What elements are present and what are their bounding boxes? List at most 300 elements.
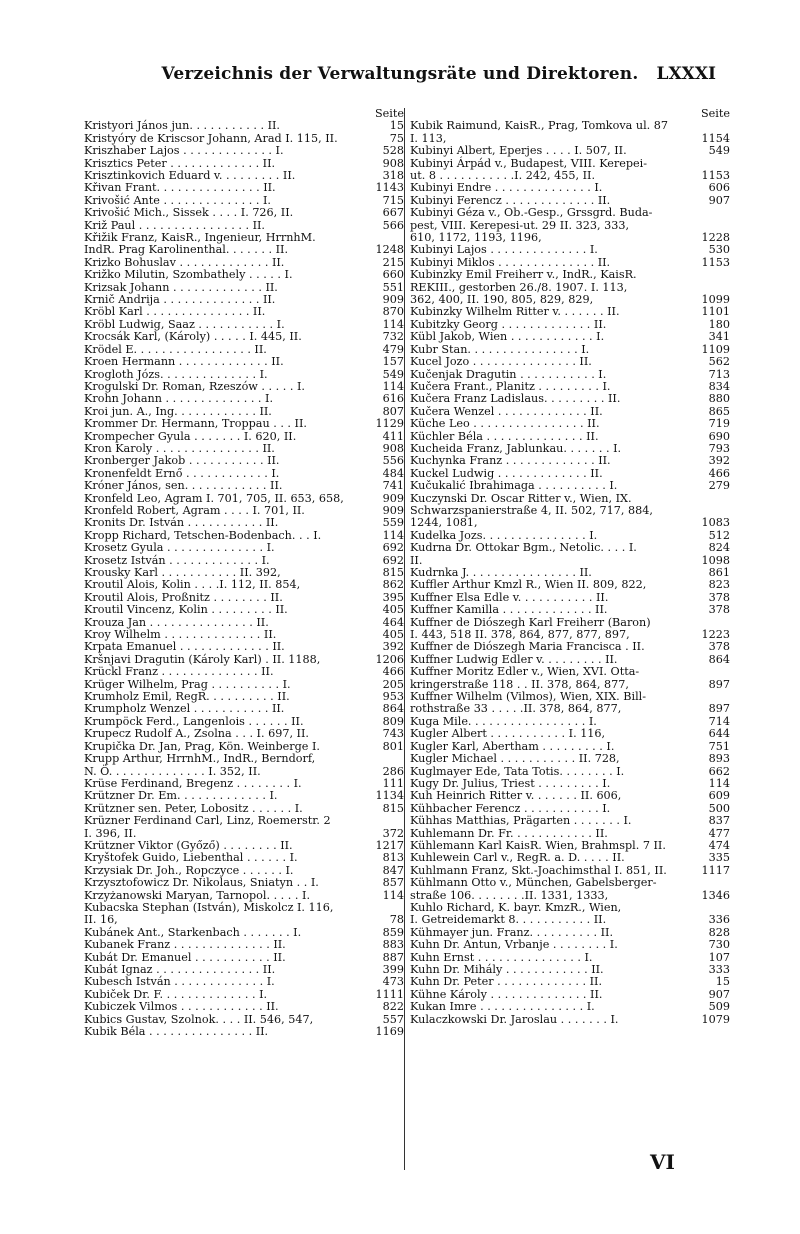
entry-name: Kühlemann Karl KaisR. Wien, Brahmspl. 7 II. bbox=[410, 838, 666, 852]
entry-page: 466 bbox=[382, 665, 404, 679]
entry-name: Kuczynski Dr. Oscar Ritter v., Wien, IX. Schwarzspanierstraße 4, II. 502, 717, 884, 1244, 1081, bbox=[410, 491, 653, 530]
entry-page: 556 bbox=[382, 454, 404, 468]
index-entry bbox=[410, 1014, 730, 1026]
entry-page: 1228 bbox=[701, 231, 730, 245]
entry-page: 719 bbox=[708, 417, 730, 431]
entry-page: 907 bbox=[708, 987, 730, 1001]
entry-name: Kühne Károly . . . . . . . . . . . . . . II. bbox=[410, 987, 603, 1001]
entry-name: Krüzner Ferdinand Carl, Linz, Roemerstr. 2 I. 396, II. bbox=[84, 814, 331, 840]
entry-page: 732 bbox=[382, 330, 404, 344]
entry-page: 557 bbox=[382, 1012, 404, 1026]
entry-page: 484 bbox=[382, 466, 404, 480]
entry-name: Krumholz Emil, RegR. . . . . . . . . . II. bbox=[84, 690, 290, 704]
entry-page: 114 bbox=[382, 379, 404, 393]
index-entry bbox=[84, 604, 404, 616]
entry-page: 180 bbox=[708, 317, 730, 331]
index-entry bbox=[410, 331, 730, 343]
entry-name: Kudelka Jozs. . . . . . . . . . . . . . . I. bbox=[410, 528, 598, 542]
entry-page: 847 bbox=[382, 863, 404, 877]
entry-name: Krzysztofowicz Dr. Nikolaus, Sniatyn . . I. bbox=[84, 876, 319, 890]
index-entry bbox=[410, 815, 730, 827]
index-entry bbox=[410, 728, 730, 740]
entry-name: Kristyóry de Kriscsor Johann, Arad I. 115, II. bbox=[84, 131, 338, 145]
entry-page: 880 bbox=[708, 392, 730, 406]
entry-page: 809 bbox=[382, 714, 404, 728]
index-entry bbox=[410, 182, 730, 194]
entry-name: Kuffner Kamilla . . . . . . . . . . . . . II. bbox=[410, 603, 608, 617]
entry-page: 644 bbox=[708, 727, 730, 741]
entry-page: 909 bbox=[382, 503, 404, 517]
entry-name: Krupp Arthur, HrrnhM., IndR., Berndorf, N. Ö. . . . . . . . . . . . . . I. 352, II. bbox=[84, 752, 316, 778]
entry-page: 828 bbox=[708, 925, 730, 939]
entry-name: Krüger Wilhelm, Prag . . . . . . . . . . I. bbox=[84, 677, 291, 691]
left-column bbox=[84, 108, 404, 1038]
index-entry bbox=[84, 145, 404, 157]
entry-page: 111 bbox=[382, 776, 404, 790]
entry-name: Krousky Karl . . . . . . . . . . . II. 392, bbox=[84, 566, 281, 580]
index-entry bbox=[84, 393, 404, 405]
index-entry bbox=[84, 641, 404, 653]
index-entry bbox=[410, 604, 730, 616]
entry-page: 551 bbox=[382, 280, 404, 294]
index-entry bbox=[84, 182, 404, 194]
entry-page: 395 bbox=[382, 590, 404, 604]
index-entry bbox=[84, 902, 404, 927]
entry-name: Krisztics Peter . . . . . . . . . . . . . II. bbox=[84, 156, 276, 170]
entry-name: Kubitzky Georg . . . . . . . . . . . . . II. bbox=[410, 317, 607, 331]
entry-name: Kron Karoly . . . . . . . . . . . . . . . II. bbox=[84, 441, 275, 455]
entry-name: Kubacska Stephan (István), Miskolcz I. 116, II. 16, bbox=[84, 900, 334, 927]
entry-name: Krumpöck Ferd., Langenlois . . . . . . II. bbox=[84, 714, 304, 728]
entry-page: 399 bbox=[382, 963, 404, 977]
entry-name: Kubinyi Árpád v., Budapest, VIII. Kerepei- ut. 8 . . . . . . . . . . .I. 242, 455, II. bbox=[410, 156, 647, 183]
entry-name: Kuhn Dr. Antun, Vrbanje . . . . . . . . I. bbox=[410, 938, 618, 952]
entry-page: 1154 bbox=[701, 131, 730, 145]
index-entry bbox=[410, 666, 730, 691]
entry-name: Kübl Jakob, Wien . . . . . . . . . . . . I. bbox=[410, 330, 605, 344]
entry-name: Kulaczkowski Dr. Jaroslau . . . . . . . I. bbox=[410, 1012, 619, 1026]
index-entry bbox=[410, 356, 730, 368]
entry-page: 660 bbox=[382, 268, 404, 282]
entry-page: 692 bbox=[382, 553, 404, 567]
entry-page: 1134 bbox=[375, 789, 404, 803]
entry-name: Kronenfeldt Ernő . . . . . . . . . . . . I. bbox=[84, 466, 280, 480]
entry-page: 286 bbox=[382, 764, 404, 778]
index-entry bbox=[84, 1001, 404, 1013]
entry-page: 616 bbox=[382, 392, 404, 406]
entry-name: Kuffner Elsa Edle v. . . . . . . . . . . II. bbox=[410, 590, 609, 604]
entry-page: 559 bbox=[382, 516, 404, 530]
entry-page: 609 bbox=[708, 789, 730, 803]
entry-page: 861 bbox=[708, 566, 730, 580]
entry-name: Kuffner Ludwig Edler v. . . . . . . . . II. bbox=[410, 652, 618, 666]
entry-page: 859 bbox=[382, 925, 404, 939]
entry-page: 864 bbox=[382, 702, 404, 716]
entry-page: 822 bbox=[382, 1000, 404, 1014]
entry-name: Kühhas Matthias, Prägarten . . . . . . . I. bbox=[410, 814, 632, 828]
entry-name: Kubinyi Géza v., Ob.-Gesp., Grssgrd. Buda- pest, VIII. Kerepesi-ut. 29 II. 323, 333, 610, 1172, 1193, 1196, bbox=[410, 206, 653, 245]
entry-name: Kubinyi Endre . . . . . . . . . . . . . . I. bbox=[410, 181, 603, 195]
entry-name: Kuffler Arthur Kmzl R., Wien II. 809, 822, bbox=[410, 578, 647, 592]
entry-page: 662 bbox=[708, 764, 730, 778]
entry-page: 15 bbox=[715, 975, 730, 989]
entry-name: Krompecher Gyula . . . . . . . I. 620, II. bbox=[84, 429, 297, 443]
entry-name: Kucel Jozo . . . . . . . . . . . . . . . II. bbox=[410, 355, 592, 369]
entry-page: 157 bbox=[382, 355, 404, 369]
entry-page: 114 bbox=[382, 528, 404, 542]
entry-page: 279 bbox=[708, 479, 730, 493]
entry-name: Kučera Wenzel . . . . . . . . . . . . . II. bbox=[410, 404, 603, 418]
index-entry bbox=[410, 418, 730, 430]
entry-name: Kroy Wilhelm . . . . . . . . . . . . . . II. bbox=[84, 628, 277, 642]
entry-page: 378 bbox=[708, 590, 730, 604]
entry-name: Kugy Dr. Julius, Triest . . . . . . . . . I. bbox=[410, 776, 611, 790]
entry-page: 897 bbox=[708, 702, 730, 716]
entry-name: Küche Leo . . . . . . . . . . . . . . . . II. bbox=[410, 417, 600, 431]
index-entry bbox=[84, 331, 404, 343]
index-entry bbox=[410, 790, 730, 802]
entry-name: Kronfeld Robert, Agram . . . . I. 701, II. bbox=[84, 503, 305, 517]
index-entry bbox=[410, 939, 730, 951]
entry-name: Kučukalić Ibrahimaga . . . . . . . . . . I. bbox=[410, 479, 618, 493]
entry-page: 692 bbox=[382, 541, 404, 555]
entry-name: Kugler Michael . . . . . . . . . . . II. 728, bbox=[410, 752, 620, 766]
entry-page: 566 bbox=[382, 218, 404, 232]
index-entry bbox=[84, 517, 404, 529]
entry-name: Kuffner de Diószegh Karl Freiherr (Baron) I. 443, 518 II. 378, 864, 877, 877, 897, bbox=[410, 615, 651, 642]
entry-name: Kukan Imre . . . . . . . . . . . . . . . I. bbox=[410, 1000, 595, 1014]
entry-page: 78 bbox=[389, 913, 404, 927]
entry-name: Kröbl Ludwig, Saaz . . . . . . . . . . . I. bbox=[84, 317, 285, 331]
entry-name: Krosetz István . . . . . . . . . . . . . I. bbox=[84, 553, 270, 567]
entry-page: 372 bbox=[382, 826, 404, 840]
entry-page: 865 bbox=[708, 404, 730, 418]
entry-name: Krützner sen. Peter, Lobositz . . . . . . I. bbox=[84, 801, 303, 815]
index-entry bbox=[410, 641, 730, 653]
entry-page: 713 bbox=[708, 367, 730, 381]
entry-page: 1153 bbox=[701, 255, 730, 269]
entry-name: Kristyori János jun. . . . . . . . . . . II. bbox=[84, 119, 280, 133]
entry-page: 114 bbox=[382, 888, 404, 902]
entry-name: Kühmayer jun. Franz. . . . . . . . . . II. bbox=[410, 925, 614, 939]
entry-page: 1099 bbox=[701, 293, 730, 307]
entry-page: 333 bbox=[708, 963, 730, 977]
entry-page: 953 bbox=[382, 690, 404, 704]
entry-name: Kubr Stan. . . . . . . . . . . . . . . . I. bbox=[410, 342, 590, 356]
entry-page: 392 bbox=[382, 640, 404, 654]
index-entry bbox=[410, 852, 730, 864]
entry-name: Krommer Dr. Hermann, Troppau . . . II. bbox=[84, 417, 307, 431]
seite-label-left: Seite bbox=[375, 107, 404, 120]
entry-page: 909 bbox=[382, 491, 404, 505]
entry-page: 336 bbox=[708, 913, 730, 927]
entry-page: 815 bbox=[382, 566, 404, 580]
index-entry bbox=[410, 617, 730, 642]
index-entry bbox=[410, 480, 730, 492]
entry-name: Kröbl Karl . . . . . . . . . . . . . . . II. bbox=[84, 305, 266, 319]
entry-page: 114 bbox=[382, 317, 404, 331]
entry-name: Kudrnka J. . . . . . . . . . . . . . . . II. bbox=[410, 566, 592, 580]
entry-name: Kubinzky Wilhelm Ritter v. . . . . . . II. bbox=[410, 305, 620, 319]
entry-name: Kuhlewein Carl v., RegR. a. D. . . . . II. bbox=[410, 851, 625, 865]
right-entry-list bbox=[410, 120, 730, 1026]
index-entry bbox=[410, 493, 730, 530]
entry-name: Krivošić Ante . . . . . . . . . . . . . . I. bbox=[84, 193, 271, 207]
index-entry bbox=[84, 418, 404, 430]
entry-page: 751 bbox=[708, 739, 730, 753]
index-entry bbox=[84, 728, 404, 740]
entry-name: Krückl Franz . . . . . . . . . . . . . . II. bbox=[84, 665, 274, 679]
index-entry bbox=[84, 579, 404, 591]
entry-name: Křižik Franz, KaisR., Ingenieur, HrrnhM. IndR. Prag Karolinenthal. . . . . . . II. bbox=[84, 231, 316, 257]
entry-page: 1248 bbox=[375, 243, 404, 257]
entry-name: Kubánek Ant., Starkenbach . . . . . . . I. bbox=[84, 925, 302, 939]
index-entry bbox=[410, 120, 730, 145]
entry-page: 1206 bbox=[375, 652, 404, 666]
entry-name: Kronits Dr. István . . . . . . . . . . . II. bbox=[84, 516, 279, 530]
entry-name: Kubanek Franz . . . . . . . . . . . . . . II. bbox=[84, 938, 286, 952]
entry-page: 893 bbox=[708, 752, 730, 766]
index-entry bbox=[410, 542, 730, 567]
entry-name: Kuffner Wilhelm (Vilmos), Wien, XIX. Bill- rothstraße 33 . . . . .II. 378, 864, 877, bbox=[410, 690, 647, 716]
index-entry bbox=[410, 1001, 730, 1013]
index-entry bbox=[410, 207, 730, 244]
entry-name: Krzyżanowski Maryan, Tarnopol. . . . . I. bbox=[84, 888, 310, 902]
entry-page: 815 bbox=[382, 801, 404, 815]
entry-name: Krisztinkovich Eduard v. . . . . . . . . II. bbox=[84, 169, 296, 183]
entry-name: Kubiczek Vilmos . . . . . . . . . . . . II. bbox=[84, 1000, 279, 1014]
entry-page: 474 bbox=[708, 838, 730, 852]
entry-page: 667 bbox=[382, 206, 404, 220]
entry-name: Kroutil Alois, Proßnitz . . . . . . . . II. bbox=[84, 590, 283, 604]
entry-page: 509 bbox=[708, 1000, 730, 1014]
index-entry bbox=[410, 877, 730, 902]
entry-page: 528 bbox=[382, 144, 404, 158]
index-entry bbox=[410, 691, 730, 716]
entry-name: Kuhlmann Franz, Skt.-Joachimsthal I. 851, II. bbox=[410, 863, 667, 877]
page-header bbox=[84, 64, 716, 86]
entry-name: Krogulski Dr. Roman, Rzeszów . . . . . I. bbox=[84, 379, 305, 393]
entry-name: Kugler Albert . . . . . . . . . . . I. 116, bbox=[410, 727, 606, 741]
entry-name: Kriszhaber Lajos . . . . . . . . . . . . . I. bbox=[84, 144, 284, 158]
entry-page: 392 bbox=[708, 454, 730, 468]
entry-page: 479 bbox=[382, 342, 404, 356]
entry-name: Krohn Johann . . . . . . . . . . . . . . I. bbox=[84, 392, 274, 406]
entry-page: 215 bbox=[382, 255, 404, 269]
entry-page: 114 bbox=[708, 776, 730, 790]
entry-page: 897 bbox=[708, 677, 730, 691]
entry-page: 887 bbox=[382, 950, 404, 964]
entry-page: 464 bbox=[382, 615, 404, 629]
entry-page: 1117 bbox=[701, 863, 730, 877]
page-number: LXXXI bbox=[656, 64, 716, 84]
entry-name: Kroen Hermann . . . . . . . . . . . . . II. bbox=[84, 355, 284, 369]
entry-name: Krützner Dr. Em. . . . . . . . . . . . . I. bbox=[84, 789, 278, 803]
page-title: Verzeichnis der Verwaltungsräte und Direktoren. bbox=[161, 64, 639, 84]
entry-name: Krnič Andrija . . . . . . . . . . . . . . II. bbox=[84, 293, 276, 307]
entry-page: 378 bbox=[708, 603, 730, 617]
entry-page: 1217 bbox=[375, 838, 404, 852]
entry-page: 473 bbox=[382, 975, 404, 989]
entry-name: Kroi jun. A., Ing. . . . . . . . . . . . II. bbox=[84, 404, 272, 418]
entry-page: 1101 bbox=[701, 305, 730, 319]
index-entry bbox=[84, 356, 404, 368]
entry-page: 562 bbox=[708, 355, 730, 369]
entry-page: 715 bbox=[382, 193, 404, 207]
entry-name: Kucheida Franz, Jablunkau. . . . . . . I. bbox=[410, 441, 622, 455]
entry-page: 908 bbox=[382, 156, 404, 170]
entry-name: Krüse Ferdinand, Bregenz . . . . . . . . I. bbox=[84, 776, 302, 790]
entry-name: Kučera Franz Ladislaus. . . . . . . . . II. bbox=[410, 392, 621, 406]
entry-page: 883 bbox=[382, 938, 404, 952]
entry-name: Kuchynka Franz . . . . . . . . . . . . . II. bbox=[410, 454, 611, 468]
entry-name: Kroutil Vincenz, Kolin . . . . . . . . . II. bbox=[84, 603, 288, 617]
entry-name: Kubiček Dr. F. . . . . . . . . . . . . . I. bbox=[84, 987, 268, 1001]
entry-page: 1083 bbox=[701, 516, 730, 530]
entry-name: Krupecz Rudolf A., Zsolna . . . I. 697, II. bbox=[84, 727, 309, 741]
column-divider bbox=[404, 108, 405, 1170]
entry-page: 813 bbox=[382, 851, 404, 865]
entry-page: 793 bbox=[708, 441, 730, 455]
entry-name: Kubinyi Lajos . . . . . . . . . . . . . . I. bbox=[410, 243, 598, 257]
index-entry bbox=[84, 852, 404, 864]
entry-page: 862 bbox=[382, 578, 404, 592]
entry-name: Kudrna Dr. Ottokar Bgm., Netolic. . . . I. II. bbox=[410, 541, 637, 567]
entry-page: 405 bbox=[382, 628, 404, 642]
index-entry bbox=[84, 666, 404, 678]
entry-page: 909 bbox=[382, 293, 404, 307]
entry-page: 1346 bbox=[701, 888, 730, 902]
entry-name: Kuffner Moritz Edler v., Wien, XVI. Otta- kringerstraße 118 . . II. 378, 864, 877, bbox=[410, 665, 640, 691]
entry-name: Kühlmann Otto v., München, Gabelsberger- straße 106. . . . . . . .II. 1331, 1333, bbox=[410, 876, 657, 902]
entry-page: 335 bbox=[708, 851, 730, 865]
entry-name: Krupička Dr. Jan, Prag, Kön. Weinberge I. bbox=[84, 739, 320, 753]
entry-name: Kubinyi Ferencz . . . . . . . . . . . . . II. bbox=[410, 193, 611, 207]
index-entry bbox=[84, 753, 404, 778]
entry-name: Krizsak Johann . . . . . . . . . . . . . II. bbox=[84, 280, 278, 294]
index-entry bbox=[84, 207, 404, 219]
entry-name: Krouza Jan . . . . . . . . . . . . . . . II. bbox=[84, 615, 269, 629]
entry-page: 107 bbox=[708, 950, 730, 964]
index-entry bbox=[410, 269, 730, 306]
index-entry bbox=[84, 939, 404, 951]
entry-name: Kuhn Ernst . . . . . . . . . . . . . . . I. bbox=[410, 950, 593, 964]
entry-name: Kropp Richard, Tetschen-Bodenbach. . . I. bbox=[84, 528, 322, 542]
entry-page: 1153 bbox=[701, 169, 730, 183]
entry-name: Kubát Ignaz . . . . . . . . . . . . . . . II. bbox=[84, 963, 276, 977]
left-entry-list bbox=[84, 120, 404, 1038]
index-entry bbox=[410, 158, 730, 183]
entry-page: 1223 bbox=[701, 628, 730, 642]
index-entry bbox=[84, 480, 404, 492]
entry-page: 857 bbox=[382, 876, 404, 890]
entry-name: Križ Paul . . . . . . . . . . . . . . . . II. bbox=[84, 218, 265, 232]
index-entry bbox=[410, 976, 730, 988]
entry-page: 1143 bbox=[375, 181, 404, 195]
entry-page: 378 bbox=[708, 640, 730, 654]
index-entry bbox=[84, 790, 404, 802]
entry-page: 870 bbox=[382, 305, 404, 319]
entry-page: 864 bbox=[708, 652, 730, 666]
entry-name: Kuckel Ludwig . . . . . . . . . . . . . II. bbox=[410, 466, 603, 480]
index-entry bbox=[84, 815, 404, 840]
entry-page: 834 bbox=[708, 379, 730, 393]
entry-name: Kühbacher Ferencz . . . . . . . . . . . I. bbox=[410, 801, 611, 815]
entry-page: 205 bbox=[382, 677, 404, 691]
entry-page: 1111 bbox=[375, 987, 404, 1001]
entry-page: 530 bbox=[708, 243, 730, 257]
entry-name: Krzysiak Dr. Joh., Ropczyce . . . . . . I. bbox=[84, 863, 294, 877]
entry-page: 714 bbox=[708, 714, 730, 728]
entry-name: Kuhlo Richard, K. bayr. KmzR., Wien, I. Getreidemarkt 8. . . . . . . . . . . II. bbox=[410, 900, 622, 927]
entry-name: Kršnjavi Dragutin (Károly Karl) . II. 1188, bbox=[84, 652, 321, 666]
entry-name: Kubát Dr. Emanuel . . . . . . . . . . . II. bbox=[84, 950, 286, 964]
entry-name: Kuffner de Diószegh Maria Francisca . II. bbox=[410, 640, 645, 654]
right-column bbox=[410, 108, 730, 1026]
index-entry bbox=[410, 455, 730, 467]
entry-name: Kuga Mile. . . . . . . . . . . . . . . . . I. bbox=[410, 714, 597, 728]
entry-page: 549 bbox=[382, 367, 404, 381]
index-entry bbox=[410, 145, 730, 157]
entry-page: 549 bbox=[708, 144, 730, 158]
entry-name: Kubinyi Albert, Eperjes . . . . I. 507, II. bbox=[410, 144, 627, 158]
entry-page: 1169 bbox=[375, 1025, 404, 1039]
index-entry bbox=[410, 244, 730, 256]
entry-name: Kubesch István . . . . . . . . . . . . . I. bbox=[84, 975, 275, 989]
index-entry bbox=[84, 1026, 404, 1038]
entry-page: 741 bbox=[382, 479, 404, 493]
entry-name: Kučera Frant., Planitz . . . . . . . . . I. bbox=[410, 379, 611, 393]
entry-name: Kryštofek Guido, Liebenthal . . . . . . I. bbox=[84, 851, 298, 865]
entry-page: 1129 bbox=[375, 417, 404, 431]
entry-page: 801 bbox=[382, 739, 404, 753]
entry-page: 823 bbox=[708, 578, 730, 592]
entry-name: Kubinyi Miklos . . . . . . . . . . . . . . II. bbox=[410, 255, 611, 269]
entry-page: 743 bbox=[382, 727, 404, 741]
entry-name: Kubinzky Emil Freiherr v., IndR., KaisR. REKIII., gestorben 26./8. 1907. I. 113, 362, 400, II. 190, 805, 829, 829, bbox=[410, 268, 637, 307]
entry-page: 907 bbox=[708, 193, 730, 207]
seite-label-right: Seite bbox=[701, 107, 730, 120]
entry-name: Krocsák Karl, (Károly) . . . . . I. 445, II. bbox=[84, 330, 302, 344]
index-entry bbox=[84, 269, 404, 281]
entry-name: Kubik Béla . . . . . . . . . . . . . . . II. bbox=[84, 1025, 269, 1039]
index-entry bbox=[84, 232, 404, 257]
entry-page: 730 bbox=[708, 938, 730, 952]
entry-name: Kuhn Dr. Peter . . . . . . . . . . . . . II. bbox=[410, 975, 603, 989]
entry-name: Krizko Bohuslav . . . . . . . . . . . . . II. bbox=[84, 255, 285, 269]
entry-name: Krpata Emanuel . . . . . . . . . . . . . II. bbox=[84, 640, 285, 654]
entry-name: Króner János, sen. . . . . . . . . . . . II. bbox=[84, 479, 283, 493]
entry-name: Krivošić Mich., Sissek . . . . I. 726, II. bbox=[84, 206, 294, 220]
entry-name: Křivan Frant. . . . . . . . . . . . . . . II. bbox=[84, 181, 276, 195]
section-marker: VI bbox=[650, 1150, 675, 1174]
entry-name: Krosetz Gyula . . . . . . . . . . . . . . I. bbox=[84, 541, 275, 555]
entry-page: 908 bbox=[382, 441, 404, 455]
entry-page: 824 1098 bbox=[701, 541, 730, 567]
entry-page: 341 bbox=[708, 330, 730, 344]
entry-name: Krumpholz Wenzel . . . . . . . . . . . II. bbox=[84, 702, 285, 716]
entry-name: Kuh Heinrich Ritter v. . . . . . . II. 606, bbox=[410, 789, 622, 803]
entry-page: 807 bbox=[382, 404, 404, 418]
entry-name: Kubik Raimund, KaisR., Prag, Tomkova ul. 87 I. 113, bbox=[410, 119, 668, 145]
index-entry bbox=[84, 120, 404, 132]
entry-name: Križko Milutin, Szombathely . . . . . I. bbox=[84, 268, 293, 282]
entry-page: 411 bbox=[382, 429, 404, 443]
entry-name: Kubics Gustav, Szolnok. . . . II. 546, 547, bbox=[84, 1012, 314, 1026]
index-entry bbox=[84, 542, 404, 554]
entry-name: Kroutil Alois, Kolin . . . .I. 112, II. 854, bbox=[84, 578, 301, 592]
entry-page: 466 bbox=[708, 466, 730, 480]
